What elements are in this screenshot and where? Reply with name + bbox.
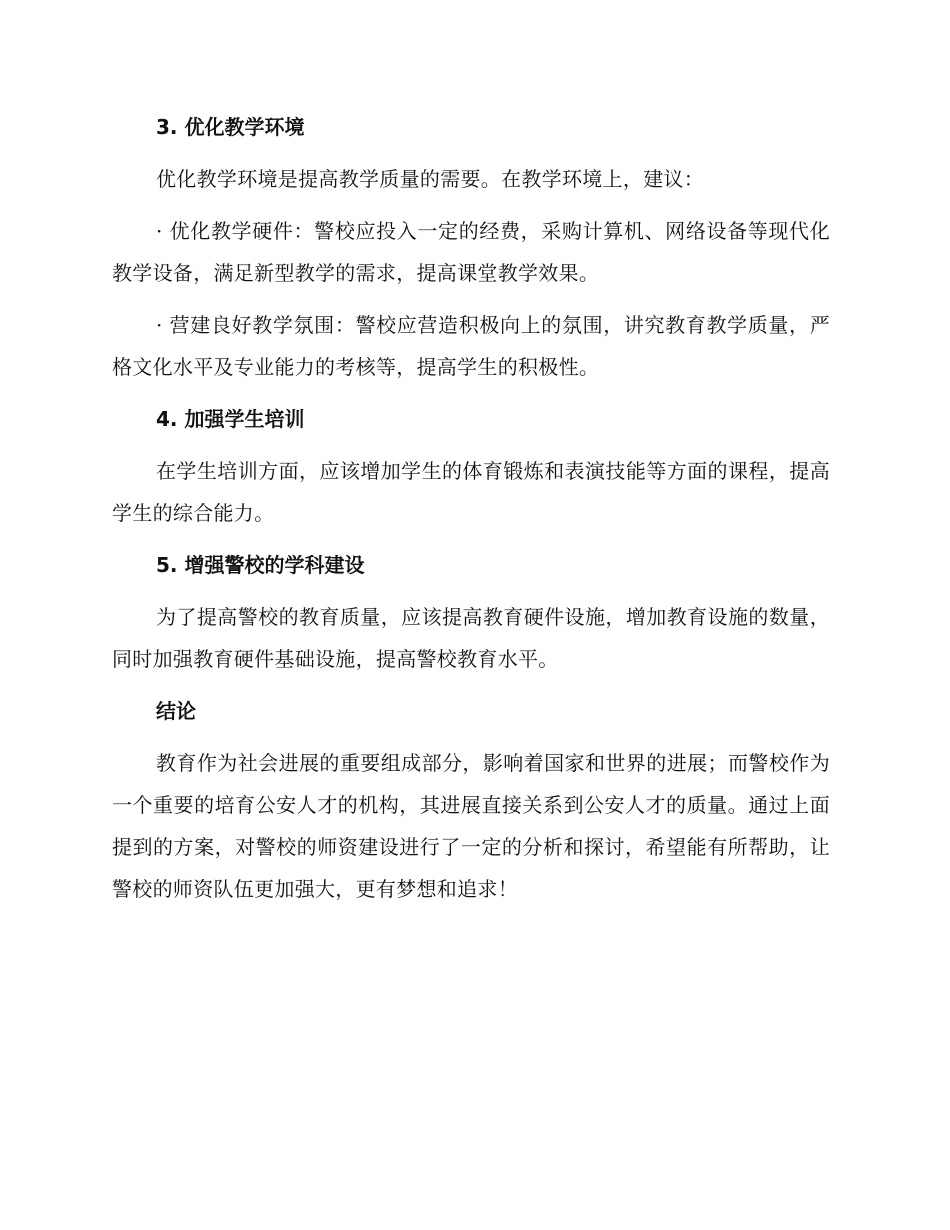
paragraph-conclusion: 教育作为社会进展的重要组成部分，影响着国家和世界的进展；而警校作为一个重要的培育公安人才的机构，其进展直接关系到公安人才的质量。通过上面提到的方案，对警校的师资建设进行了一定的分析和探讨，希望能有所帮助，让警校的师资队伍更加强大，更有梦想和追求！	[112, 751, 830, 901]
paragraph-environment-intro: 优化教学环境是提高教学质量的需要。在教学环境上，建议：	[156, 167, 705, 191]
paragraph-discipline-building: 为了提高警校的教育质量，应该提高教育硬件设施，增加教育设施的数量，同时加强教育硬件基础设施，提高警校教育水平。	[112, 605, 830, 671]
section-heading-conclusion: 结论	[156, 699, 196, 723]
paragraph-student-training: 在学生培训方面，应该增加学生的体育锻炼和表演技能等方面的课程，提高学生的综合能力。	[112, 459, 830, 525]
section-heading-optimize-environment: 3. 优化教学环境	[156, 115, 305, 139]
paragraph-environment-atmosphere: · 营建良好教学氛围：警校应营造积极向上的氛围，讲究教育教学质量，严格文化水平及专业能力的考核等，提高学生的积极性。	[112, 313, 830, 379]
section-heading-student-training: 4. 加强学生培训	[156, 407, 305, 431]
paragraph-environment-hardware: · 优化教学硬件：警校应投入一定的经费，采购计算机、网络设备等现代化教学设备，满足新型教学的需求，提高课堂教学效果。	[112, 219, 830, 285]
section-heading-discipline-building: 5. 增强警校的学科建设	[156, 553, 365, 577]
